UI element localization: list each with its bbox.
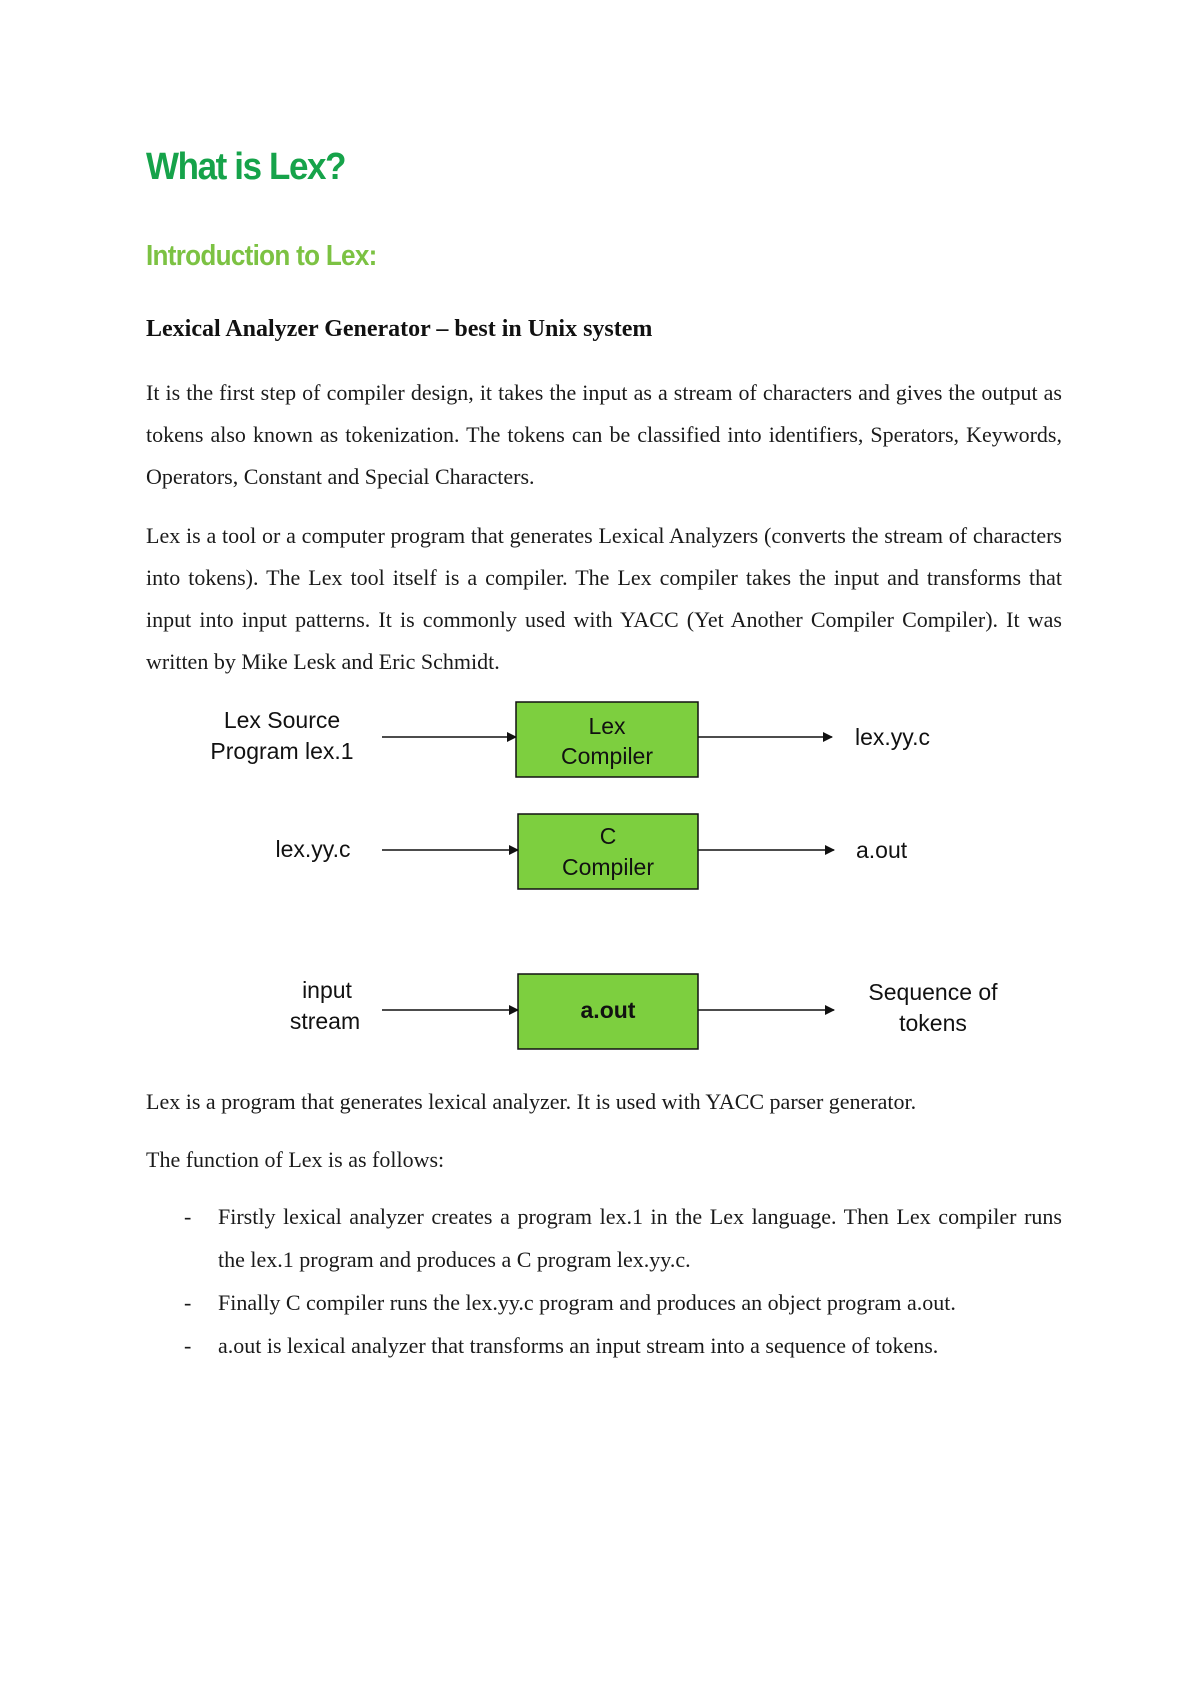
list-marker: -	[184, 1204, 192, 1229]
row1-output-line1: lex.yy.c	[855, 724, 930, 750]
paragraph-function-intro: The function of Lex is as follows:	[146, 1147, 445, 1172]
row2-box-line2: Compiler	[561, 854, 655, 880]
row3-output-line1: Sequence of	[868, 979, 998, 1005]
list-item	[146, 1324, 1062, 1367]
list-marker: -	[184, 1290, 192, 1315]
row2-input-line1: lex.yy.c	[275, 836, 351, 862]
page-title: What is Lex?	[146, 146, 346, 188]
lex-process-diagram	[180, 694, 1060, 1074]
paragraph-intro: It is the first step of compiler design, it takes the input as a stream of characters and gives the output as tokens also known as tokenization. The tokens can be classified into identifiers, Sperators, Keywords, Operators, Constant and Special Characters.	[146, 380, 1062, 489]
row1-box-line2: Compiler	[560, 743, 654, 769]
list-item-text: Firstly lexical analyzer creates a program lex.1 in the Lex language. Then Lex compiler runs the lex.1 program and produces a C program lex.yy.c.	[218, 1204, 1062, 1272]
row3-input-line1: input	[302, 977, 352, 1003]
list-item-text: Finally C compiler runs the lex.yy.c program and produces an object program a.out.	[218, 1290, 956, 1315]
function-steps-list	[146, 1195, 1062, 1367]
diagram-row-lex-compiler	[210, 702, 930, 777]
row3-output-line2: tokens	[899, 1010, 967, 1036]
list-item	[146, 1281, 1062, 1324]
row2-box-line1: C	[599, 823, 617, 849]
list-item-text: a.out is lexical analyzer that transforms an input stream into a sequence of tokens.	[218, 1333, 939, 1358]
paragraph-lex-program: Lex is a program that generates lexical analyzer. It is used with YACC parser generator.	[146, 1089, 917, 1114]
diagram-row-aout	[290, 974, 998, 1049]
row1-input-line2: Program lex.1	[210, 738, 354, 764]
row3-box-line1: a.out	[580, 997, 636, 1023]
row3-input-line2: stream	[289, 1008, 361, 1034]
section-heading: Lexical Analyzer Generator – best in Unix system	[146, 316, 653, 342]
paragraph-lex-tool: Lex is a tool or a computer program that generates Lexical Analyzers (converts the stream of characters into tokens). The Lex tool itself is a compiler. The Lex compiler takes the input and transforms that input into input patterns. It is commonly used with YACC (Yet Another Compiler Compiler). It was written by Mike Lesk and Eric Schmidt.	[146, 523, 1062, 674]
list-item	[146, 1195, 1062, 1281]
row1-input-line1: Lex Source	[223, 707, 341, 733]
row2-output-line1: a.out	[856, 837, 908, 863]
diagram-row-c-compiler	[276, 814, 908, 889]
list-marker: -	[184, 1333, 192, 1358]
row1-box-line1: Lex	[588, 713, 626, 739]
section-subtitle: Introduction to Lex:	[146, 240, 377, 272]
